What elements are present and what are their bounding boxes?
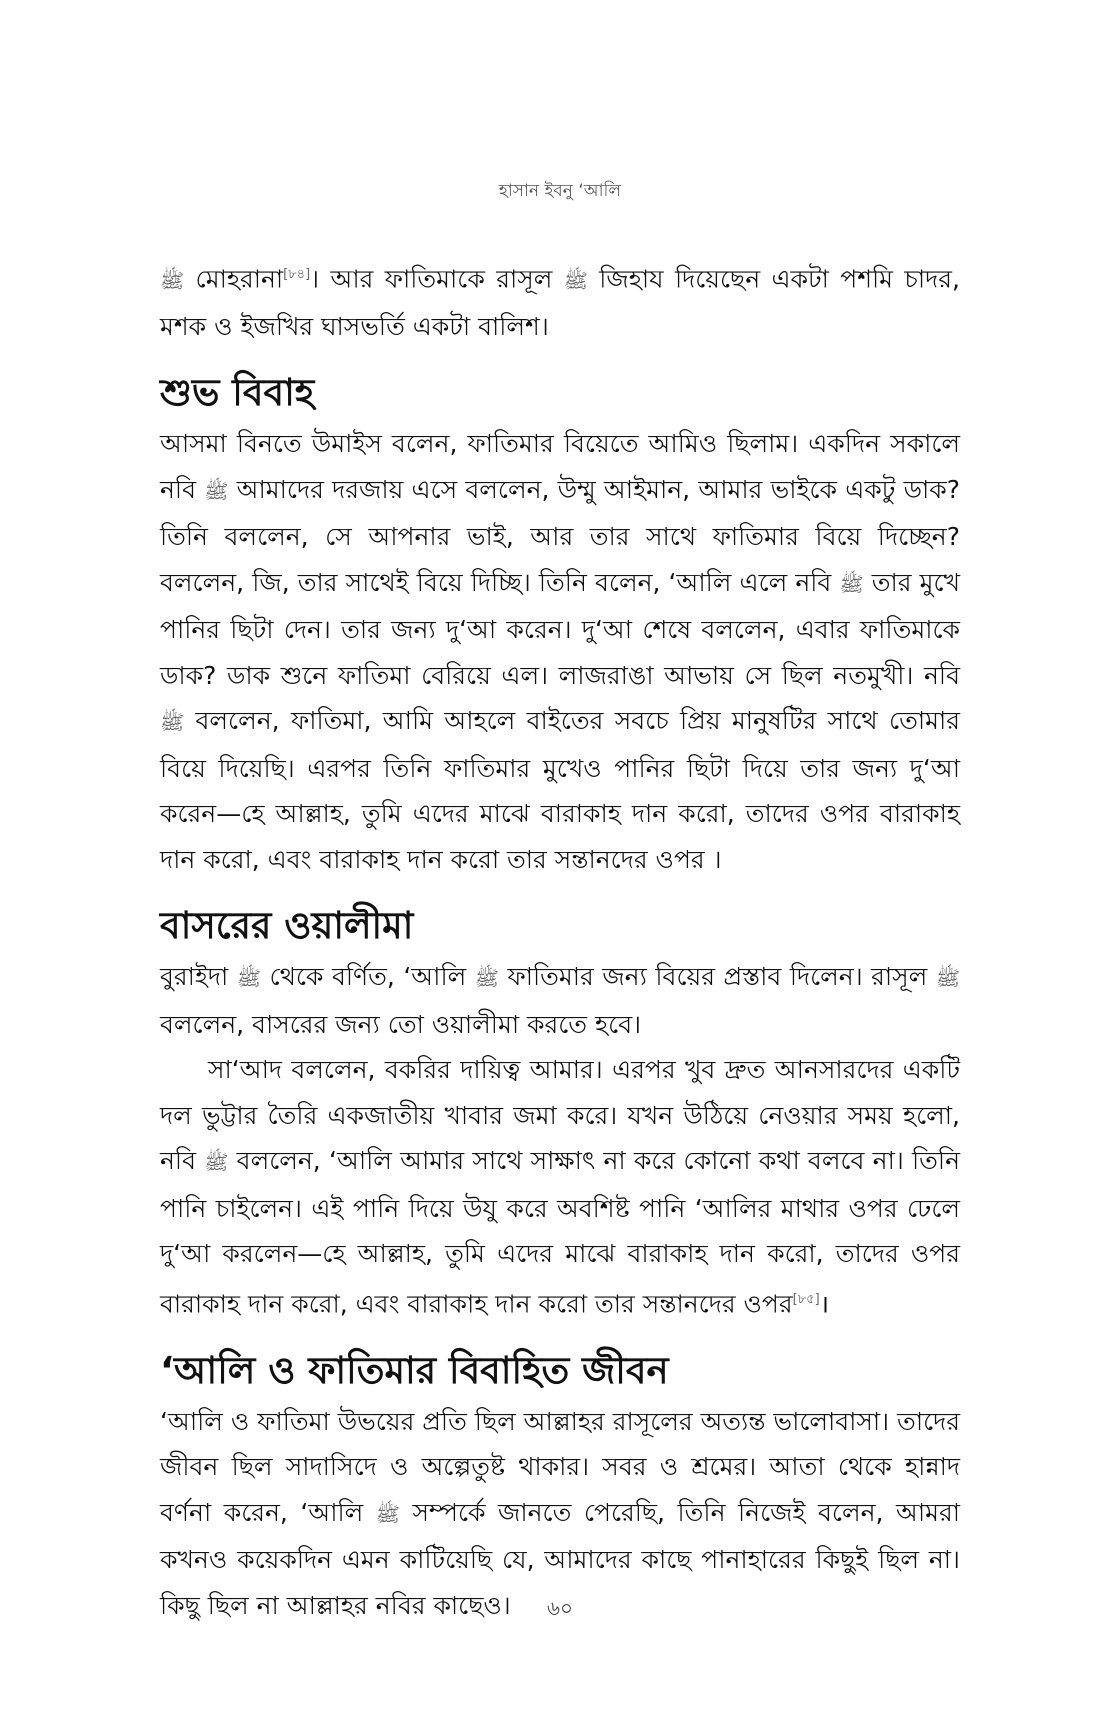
intro-paragraph: ﷺ মোহরানা[৮৪]। আর ফাতিমাকে রাসূল ﷺ জিহায দিয়েছেন একটা পশমি চাদর, মশক ও ইজখির ঘাসভর্তি একটা বালিশ।	[160, 264, 960, 341]
honorific-icon: ﷺ	[935, 966, 961, 991]
honorific-icon: ﷺ	[236, 966, 262, 991]
honorific-icon: ﷺ	[563, 268, 588, 293]
wedding-paragraph: আসমা বিনতে উমাইস বলেন, ফাতিমার বিয়েতে আমিও ছিলাম। একদিন সকালে নবি ﷺ আমাদের দরজায় এসে বললেন, উম্মু আইমান, আমার ভাইকে একটু ডাক? তিনি বললেন, সে আপনার ভাই, আর তার সাথে ফাতিমার বিয়ে দিচ্ছেন? বললেন, জি, তার সাথেই বিয়ে দিচ্ছি। তিনি বলেন, ‘আলি এলে নবি ﷺ তার মুখে পানির ছিটা দেন। তার জন্য দু‘আ করেন। দু‘আ শেষে বললেন, এবার ফাতিমাকে ডাক? ডাক শুনে ফাতিমা বেরিয়ে এল। লাজরাঙা আভায় সে ছিল নতমুখী। নবি ﷺ বললেন, ফাতিমা, আমি আহলে বাইতের সবচে প্রিয় মানুষটির সাথে তোমার বিয়ে দিয়েছি। এরপর তিনি ফাতিমার মুখেও পানির ছিটা দিয়ে তার জন্য দু‘আ করেন—হে আল্লাহ, তুমি এদের মাঝে বারাকাহ দান করো, তাদের ওপর বারাকাহ দান করো, এবং বারাকাহ দান করো তার সন্তানদের ওপর ।	[160, 429, 960, 874]
footnote-ref-84: [৮৪]	[283, 267, 311, 282]
married-life-paragraph: ‘আলি ও ফাতিমা উভয়ের প্রতি ছিল আল্লাহর রাসূলের অত্যন্ত ভালোবাসা। তাদের জীবন ছিল সাদাসিদে ও অল্পেতুষ্ট থাকার। সবর ও শ্রমের। আতা থেকে হান্নাদ বর্ণনা করেন, ‘আলি ﷺ সম্পর্কে জানতে পেরেছি, তিনি নিজেই বলেন, আমরা কখনও কয়েকদিন এমন কাটিয়েছি যে, আমাদের কাছে পানাহারের কিছুই ছিল না। কিছু ছিল না আল্লাহর নবির কাছেও।	[160, 1406, 960, 1620]
page-body	[160, 252, 960, 1628]
running-header: হাসান ইবনু ‘আলি	[498, 181, 622, 201]
footnote-ref-85: [৮৫]	[792, 1291, 820, 1307]
honorific-icon: ﷺ	[204, 1150, 229, 1175]
honorific-icon: ﷺ	[204, 478, 229, 503]
section-heading-wedding: শুভ বিবাহ	[160, 371, 315, 415]
honorific-icon: ﷺ	[839, 571, 864, 596]
honorific-icon: ﷺ	[160, 710, 185, 735]
section-heading-walima: বাসরের ওয়ালীমা	[160, 904, 414, 948]
section-heading-married-life: ‘আলি ও ফাতিমার বিবাহিত জীবন	[160, 1348, 669, 1392]
honorific-icon: ﷺ	[474, 966, 499, 991]
walima-paragraph-1: বুরাইদা ﷺ থেকে বর্ণিত, ‘আলি ﷺ ফাতিমার জন্য বিয়ের প্রস্তাব দিলেন। রাসূল ﷺ বললেন, বাসরের জন্য তো ওয়ালীমা করতে হবে।	[160, 962, 961, 1039]
page-number: ৬০	[546, 1596, 573, 1620]
honorific-icon: ﷺ	[160, 268, 185, 293]
walima-paragraph-2: সা‘আদ বললেন, বকরির দায়িত্ব আমার। এরপর খুব দ্রুত আনসারদের একটি দল ভুট্টার তৈরি একজাতীয় খাবার জমা করে। যখন উঠিয়ে নেওয়ার সময় হলো, নবি ﷺ বললেন, ‘আলি আমার সাথে সাক্ষাৎ না করে কোনো কথা বলবে না। তিনি পানি চাইলেন। এই পানি দিয়ে উযু করে অবশিষ্ট পানি ‘আলির মাথার ওপর ঢেলে দু‘আ করলেন—হে আল্লাহ, তুমি এদের মাঝে বারাকাহ দান করো, তাদের ওপর বারাকাহ দান করো, এবং বারাকাহ দান করো তার সন্তানদের ওপর[৮৫]।	[160, 1055, 961, 1319]
honorific-icon: ﷺ	[375, 1501, 400, 1526]
